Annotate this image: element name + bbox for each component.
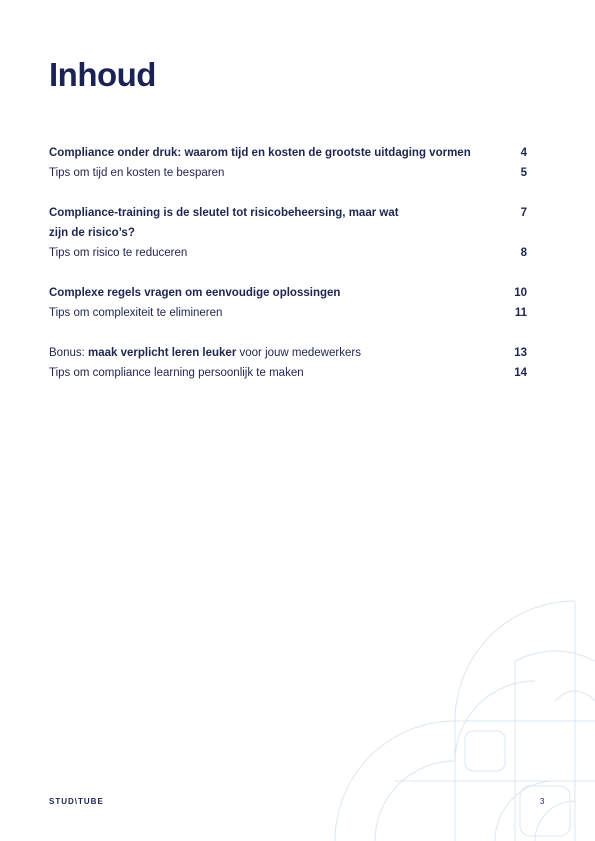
toc-entry-title: Compliance-training is de sleutel tot risicobeheersing, maar wat [49,207,399,219]
toc-entry[interactable] [49,303,527,323]
toc-section-2 [49,203,527,263]
toc-entry-page: 11 [514,307,527,319]
toc-entry-page: 8 [520,247,527,259]
toc-entry-title-line2: zijn de risico’s? [49,227,135,239]
toc-entry[interactable] [49,363,527,383]
background-pattern-decoration [315,581,595,841]
toc-entry[interactable] [49,143,527,163]
bonus-prefix: Bonus: [49,347,88,359]
toc-entry-title: Tips om tijd en kosten te besparen [49,167,225,179]
toc-entry[interactable] [49,163,527,183]
toc-section-1 [49,143,527,183]
toc-entry[interactable] [49,343,527,363]
toc-entry-page: 14 [514,367,527,379]
table-of-contents [49,143,527,403]
toc-entry-title: Tips om complexiteit te elimineren [49,307,223,319]
toc-entry[interactable] [49,283,527,303]
toc-entry[interactable] [49,203,527,243]
toc-entry-page: 10 [514,287,527,299]
page-title: Inhoud [49,56,156,93]
toc-entry-title: Compliance onder druk: waarom tijd en kosten de grootste uitdaging vormen [49,147,471,159]
toc-entry[interactable] [49,243,527,263]
studytube-logo: STUD\TUBE [49,797,104,806]
toc-entry-title [49,343,527,363]
bonus-bold-text: maak verplicht leren leuker [88,347,237,359]
toc-entry-page: 4 [520,147,527,159]
toc-section-bonus [49,343,527,383]
toc-entry-page: 7 [520,207,527,219]
toc-entry-page: 13 [514,347,527,359]
bonus-suffix: voor jouw medewerkers [236,347,361,359]
toc-entry-page: 5 [520,167,527,179]
toc-entry-title: Complexe regels vragen om eenvoudige oplossingen [49,287,341,299]
toc-entry-title: Tips om risico te reduceren [49,247,188,259]
toc-entry-title: Tips om compliance learning persoonlijk te maken [49,367,304,379]
page-number: 3 [540,797,545,806]
toc-section-3 [49,283,527,323]
